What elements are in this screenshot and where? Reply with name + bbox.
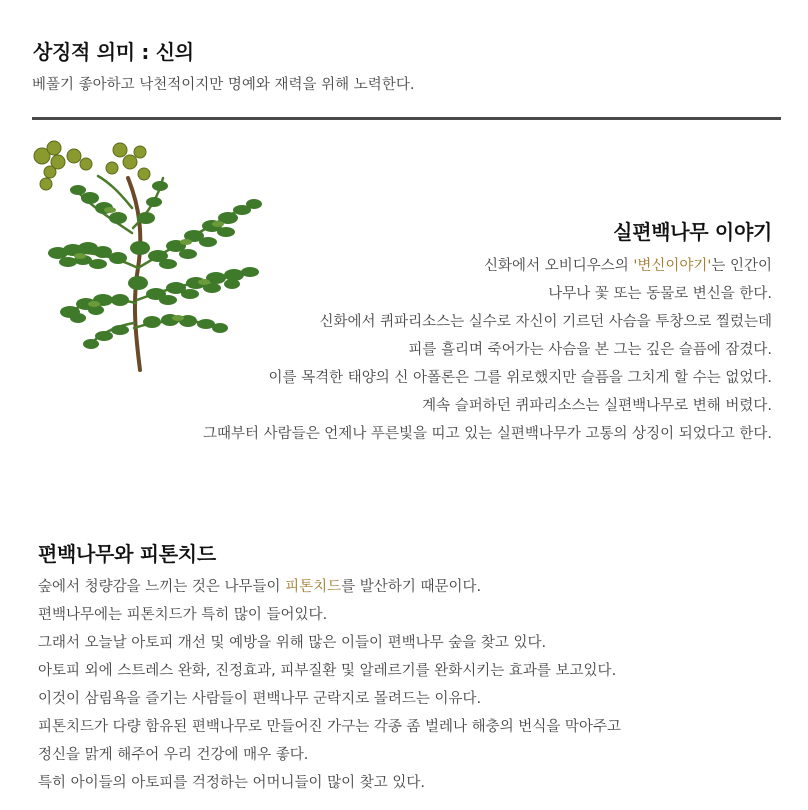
story-line: 신화에서 퀴파리소스는 실수로 자신이 기르던 사슴을 투창으로 찔렀는데 xyxy=(319,314,772,330)
story-text: 는 인간이 xyxy=(711,258,772,274)
story-line xyxy=(203,252,772,280)
body-line: 피톤치드가 다량 함유된 편백나무로 만들어진 가구는 각종 좀 벌레나 해충의 번식을 막아주고 xyxy=(38,719,621,735)
body-line xyxy=(38,573,621,601)
highlighted-term: '변신이야기' xyxy=(633,258,712,274)
section-title: 실편백나무 이야기 xyxy=(613,220,772,244)
body-text: 숲에서 청량감을 느끼는 것은 나무들이 xyxy=(38,579,286,595)
body-line: 편백나무에는 피톤치드가 특히 많이 들어있다. xyxy=(38,607,328,623)
body-line: 정신을 맑게 해주어 우리 건강에 매우 좋다. xyxy=(38,747,309,763)
story-line: 이를 목격한 태양의 신 아폴론은 그를 위로했지만 슬픔을 그치게 할 수는 없었다. xyxy=(268,370,772,386)
body-line: 그래서 오늘날 아토피 개선 및 예방을 위해 많은 이들이 편백나무 숲을 찾고 있다. xyxy=(38,635,547,651)
divider xyxy=(32,117,781,120)
section-title: 편백나무와 피톤치드 xyxy=(38,542,216,566)
story-line: 피를 흘리며 죽어가는 사슴을 본 그는 깊은 슬픔에 잠겼다. xyxy=(408,342,772,358)
section-description: 베풀기 좋아하고 낙천적이지만 명예와 재력을 위해 노력한다. xyxy=(32,77,415,93)
body-line: 이것이 삼림욕을 즐기는 사람들이 편백나무 군락지로 몰려드는 이유다. xyxy=(38,691,482,707)
body-text: 를 발산하기 때문이다. xyxy=(341,579,482,595)
story-paragraph xyxy=(203,252,772,448)
body-line: 아토피 외에 스트레스 완화, 진정효과, 피부질환 및 알레르기를 완화시키는 효과를 보고있다. xyxy=(38,663,617,679)
phytoncide-paragraph xyxy=(38,573,621,797)
story-text: 신화에서 오비디우스의 xyxy=(484,258,634,274)
story-line: 계속 슬퍼하던 퀴파리소스는 실편백나무로 변해 버렸다. xyxy=(422,398,772,414)
story-line: 그때부터 사람들은 언제나 푸른빛을 띠고 있는 실편백나무가 고통의 상징이 되었다고 한다. xyxy=(203,426,772,442)
highlighted-term: 피톤치드 xyxy=(285,579,342,595)
story-line: 나무나 꽃 또는 동물로 변신을 한다. xyxy=(548,286,772,302)
section-title: 상징적 의미 : 신의 xyxy=(33,40,194,64)
body-line: 특히 아이들의 아토피를 걱정하는 어머니들이 많이 찾고 있다. xyxy=(38,775,426,791)
